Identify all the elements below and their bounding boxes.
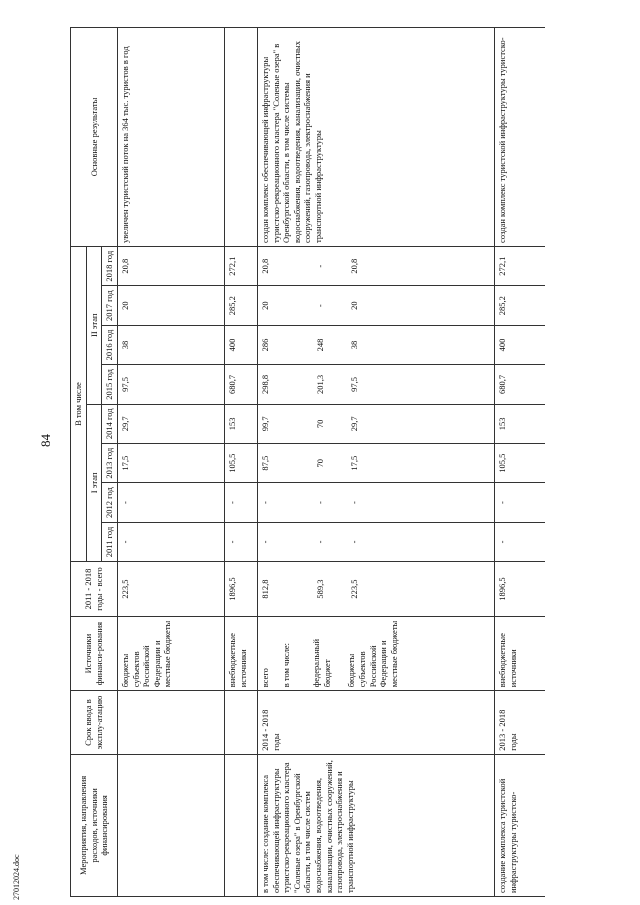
value-cell-2018: 20,8 xyxy=(117,246,224,286)
value-federal: - xyxy=(314,264,325,268)
value-all: 20 xyxy=(259,301,270,310)
value-cell-2011: - xyxy=(117,522,224,561)
table-row xyxy=(257,28,494,897)
value-cell-2012 xyxy=(257,483,494,522)
value-all: - xyxy=(259,501,270,505)
header-year-2015: 2015 год xyxy=(102,365,118,404)
value-regional: 97,5 xyxy=(349,376,360,392)
source-cell xyxy=(257,616,494,690)
source-total-label: всего xyxy=(259,668,270,688)
value-cell-2017: 20 xyxy=(117,286,224,325)
value-federal: - xyxy=(314,540,325,544)
value-all: - xyxy=(259,540,270,544)
rotated-page-content xyxy=(0,25,570,905)
total-cell: 223,5 xyxy=(117,562,224,617)
value-cell-2016 xyxy=(257,325,494,364)
value-cell-2011: - xyxy=(224,522,257,561)
table-row xyxy=(494,28,545,897)
result-cell: создан комплекс туристской инфраструктуры туристско- xyxy=(494,28,545,247)
value-cell-2018 xyxy=(257,246,494,286)
total-regional: 223,5 xyxy=(349,579,360,599)
source-note: в том числе: xyxy=(280,642,291,688)
value-cell-2015: 680,7 xyxy=(224,365,257,404)
value-regional: 20,8 xyxy=(349,258,360,274)
value-federal: - xyxy=(314,304,325,308)
value-federal: - xyxy=(314,501,325,505)
header-year-2013: 2013 год xyxy=(102,444,118,483)
header-year-2017: 2017 год xyxy=(102,286,118,325)
total-all: 812,8 xyxy=(259,579,270,599)
total-cell: 1896,5 xyxy=(494,562,545,617)
header-sources: Источники финанси-рования xyxy=(71,616,118,690)
value-all: 99,7 xyxy=(259,416,270,432)
page-number: 84 xyxy=(38,434,53,447)
value-regional: 38 xyxy=(349,340,360,350)
table-row xyxy=(224,28,257,897)
value-cell-2018: 272,1 xyxy=(494,246,545,286)
total-cell: 1896,5 xyxy=(224,562,257,617)
value-federal: 70 xyxy=(314,458,325,468)
value-cell-2016: 38 xyxy=(117,325,224,364)
value-all: 20,8 xyxy=(259,258,270,274)
total-federal: 589,3 xyxy=(314,579,325,599)
value-regional: 29,7 xyxy=(349,416,360,432)
source-cell: внебюджетные источники xyxy=(494,616,545,690)
period-cell xyxy=(117,691,224,754)
header-year-2018: 2018 год xyxy=(102,246,118,286)
source-cell: внебюджетные источники xyxy=(224,616,257,690)
period-cell: 2013 - 2018 годы xyxy=(494,691,545,754)
value-cell-2013 xyxy=(257,444,494,483)
value-cell-2017: 285,2 xyxy=(494,286,545,325)
value-cell-2012: - xyxy=(494,483,545,522)
value-cell-2015: 97,5 xyxy=(117,365,224,404)
value-cell-2014: 153 xyxy=(224,404,257,443)
value-cell-2012: - xyxy=(224,483,257,522)
value-federal: 248 xyxy=(314,338,325,352)
header-total: 2011 - 2018 годы - всего xyxy=(71,562,118,617)
table-row xyxy=(117,28,224,897)
value-cell-2014: 153 xyxy=(494,404,545,443)
value-cell-2015 xyxy=(257,365,494,404)
value-cell-2017 xyxy=(257,286,494,325)
activity-cell xyxy=(224,754,257,896)
period-cell xyxy=(224,691,257,754)
value-cell-2013: 17,5 xyxy=(117,444,224,483)
value-cell-2017: 285,2 xyxy=(224,286,257,325)
value-cell-2011: - xyxy=(494,522,545,561)
value-cell-2015: 680,7 xyxy=(494,365,545,404)
value-cell-2016: 400 xyxy=(494,325,545,364)
value-regional: 20 xyxy=(349,301,360,310)
header-stage-1: I этап xyxy=(86,404,102,562)
budget-table xyxy=(70,27,545,897)
value-all: 286 xyxy=(259,338,270,352)
period-cell: 2014 - 2018 годы xyxy=(257,691,494,754)
value-cell-2014 xyxy=(257,404,494,443)
value-cell-2013: 105,5 xyxy=(224,444,257,483)
value-cell-2014: 29,7 xyxy=(117,404,224,443)
header-year-2012: 2012 год xyxy=(102,483,118,522)
value-cell-2016: 400 xyxy=(224,325,257,364)
result-cell: увеличен туристский поток на 364 тыс. туристов в год xyxy=(117,28,224,247)
value-regional: - xyxy=(349,540,360,544)
result-cell xyxy=(224,28,257,247)
activity-cell xyxy=(117,754,224,896)
header-activities: Мероприятия, направления расходов, источники финансирования xyxy=(71,754,118,896)
value-federal: 201,3 xyxy=(314,374,325,394)
activity-cell: в том числе: создание комплекса обеспечивающей инфраструктуры туристско-рекреационного кластера "Соленые озера" в Оренбургской области, в том числе систем водоснабжения, водоотведения, канализации, очистных сооружений, газопровода, электроснабжения и транспортной инфраструктуры xyxy=(257,754,494,896)
source-federal: федеральный бюджет xyxy=(311,638,332,688)
source-regional: бюджеты субъектов Российской Федерации и местные бюджеты xyxy=(346,620,399,688)
result-cell: создан комплекс обеспечивающей инфраструктуры туристско-рекреационного кластера "Соленые озера" в Оренбургской области, в том числе системы водоснабжения, водоотведения, канализации, очистных сооружений, газопровода, электроснабжения и транспортной инфраструктуры xyxy=(257,28,494,247)
header-year-2016: 2016 год xyxy=(102,325,118,364)
header-year-2011: 2011 год xyxy=(102,522,118,561)
header-stage-2: II этап xyxy=(86,246,102,404)
value-regional: - xyxy=(349,501,360,505)
value-all: 298,8 xyxy=(259,374,270,394)
header-results: Основные результаты xyxy=(71,28,118,247)
value-all: 87,5 xyxy=(259,455,270,471)
value-cell-2013: 105,5 xyxy=(494,444,545,483)
total-cell xyxy=(257,562,494,617)
footer-filename: 27012024.doc xyxy=(12,854,21,900)
header-year-2014: 2014 год xyxy=(102,404,118,443)
source-cell: бюджеты субъектов Российской Федерации и местные бюджеты xyxy=(117,616,224,690)
header-period: Срок ввода в эксплу-атацию xyxy=(71,691,118,754)
value-federal: 70 xyxy=(314,419,325,429)
value-cell-2012: - xyxy=(117,483,224,522)
value-regional: 17,5 xyxy=(349,455,360,471)
value-cell-2011 xyxy=(257,522,494,561)
header-including: В том числе xyxy=(71,246,87,561)
activity-cell: создание комплекса туристской инфраструктуры туристско- xyxy=(494,754,545,896)
value-cell-2018: 272,1 xyxy=(224,246,257,286)
